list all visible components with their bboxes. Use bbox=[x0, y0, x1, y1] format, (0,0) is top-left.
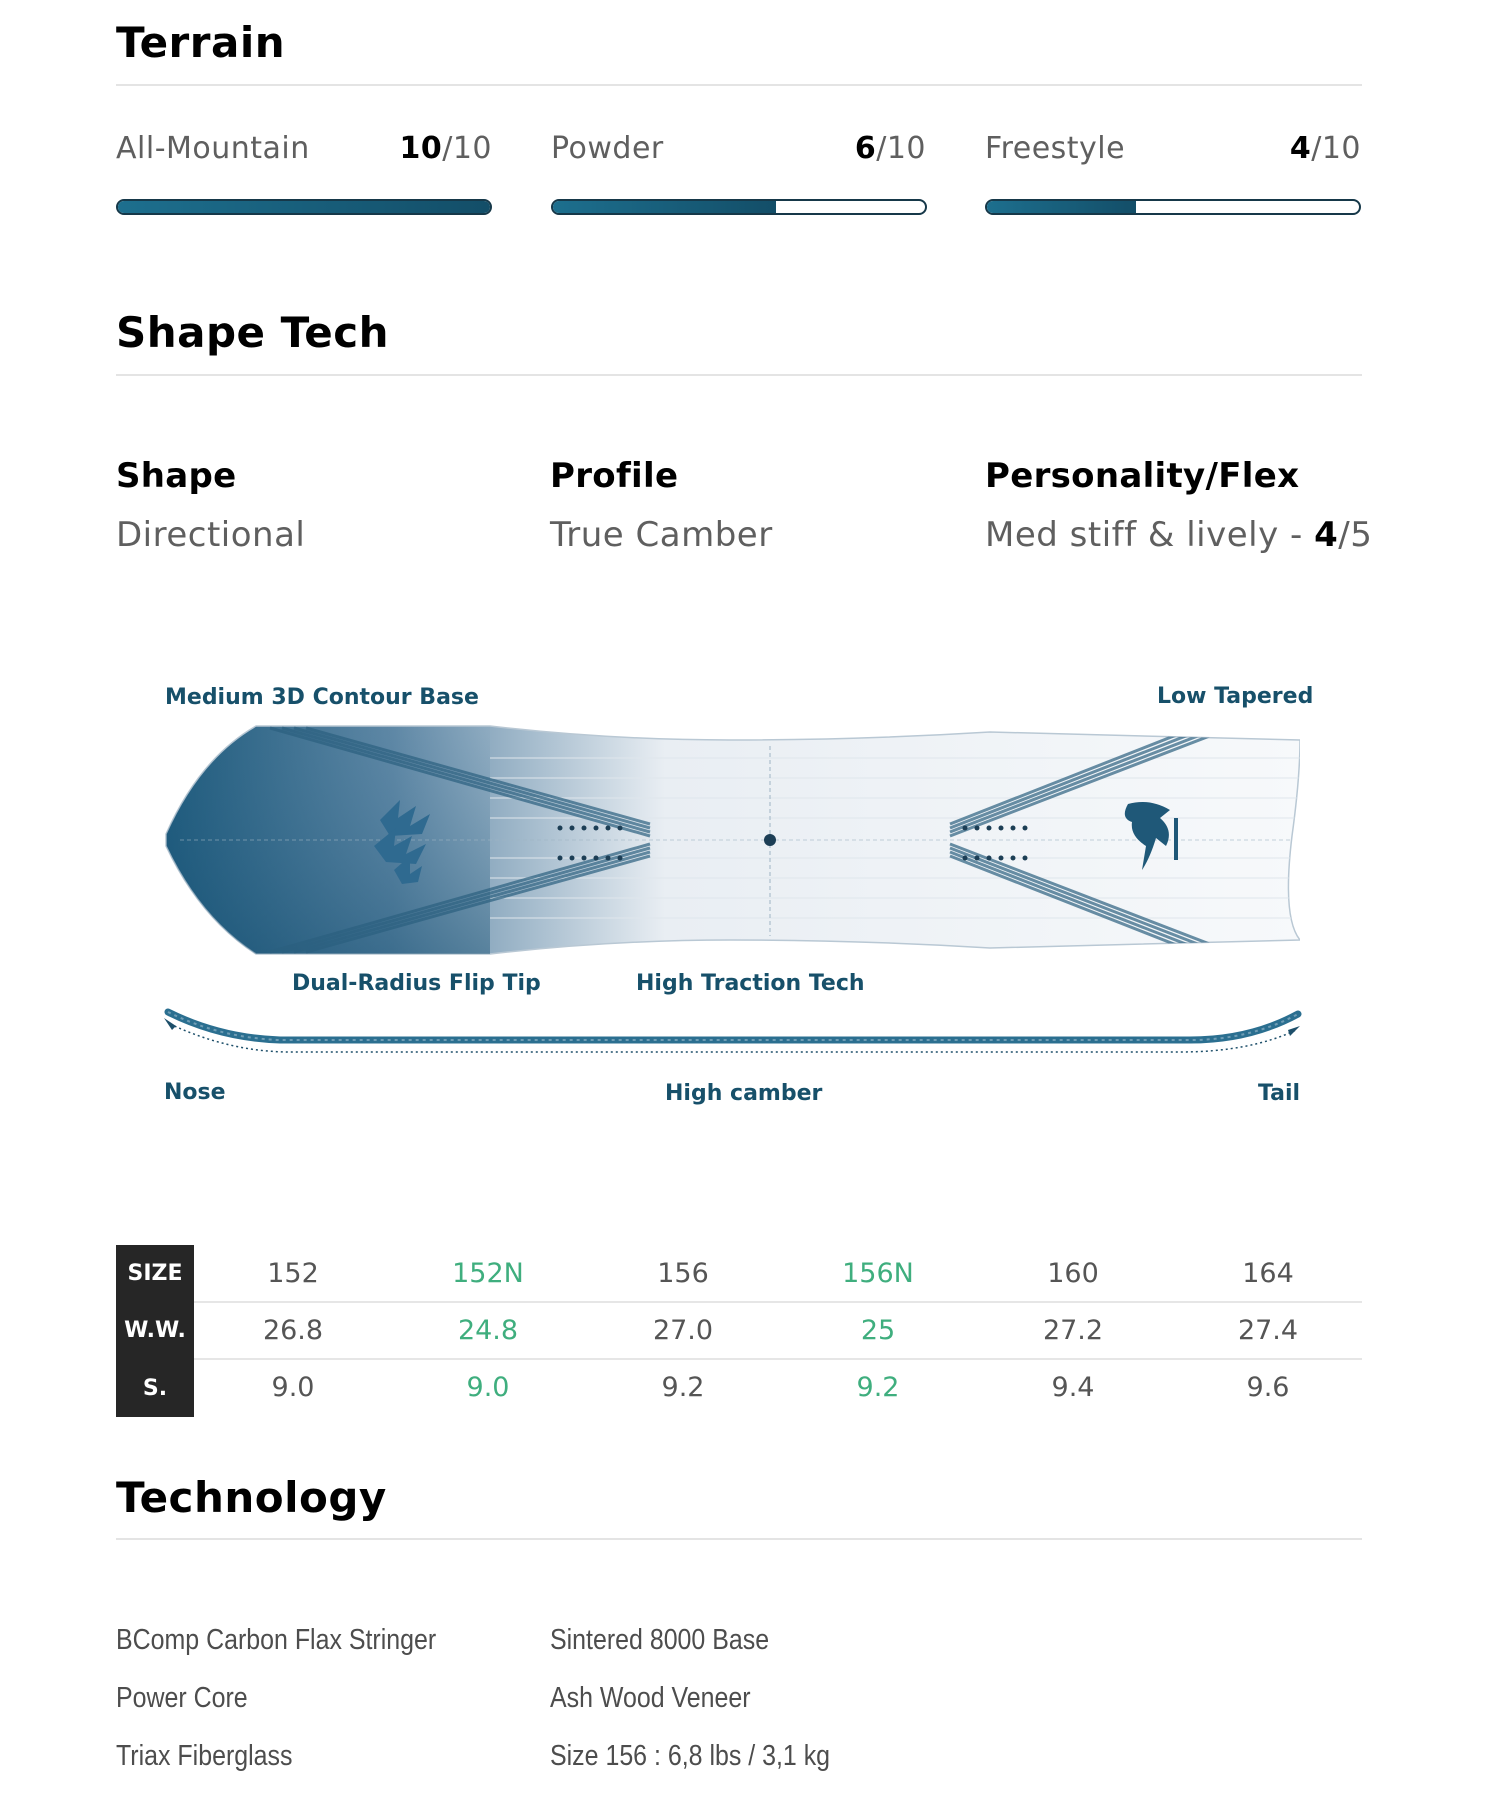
sidecut-cell: 9.0 bbox=[271, 1372, 315, 1403]
size-cell: 152 bbox=[267, 1258, 319, 1289]
terrain-score: 10/10 bbox=[399, 131, 492, 166]
sidecut-cell: 9.2 bbox=[856, 1372, 900, 1403]
snowboard-top-view bbox=[160, 718, 1300, 962]
technology-divider bbox=[116, 1538, 1362, 1540]
terrain-label: Freestyle bbox=[985, 131, 1126, 166]
terrain-rating-bar bbox=[116, 199, 492, 215]
shape-tech-heading: Shape Tech bbox=[116, 308, 390, 357]
nose-label: Nose bbox=[164, 1080, 226, 1105]
waist-width-cell: 25 bbox=[860, 1315, 896, 1346]
size-cell: 164 bbox=[1242, 1258, 1294, 1289]
size-cell: 156N bbox=[842, 1258, 914, 1289]
shape-value: Directional bbox=[116, 515, 306, 555]
row-divider bbox=[194, 1358, 1362, 1360]
tech-item: Size 156 : 6,8 lbs / 3,1 kg bbox=[550, 1740, 831, 1772]
nose-arrow-icon bbox=[164, 1018, 176, 1030]
medium-3d-contour-base-label: Medium 3D Contour Base bbox=[165, 685, 479, 710]
waist-width-cell: 24.8 bbox=[457, 1315, 519, 1346]
waist-width-header: W.W. bbox=[116, 1302, 194, 1359]
tech-item: Ash Wood Veneer bbox=[550, 1682, 751, 1714]
waist-width-cell: 27.2 bbox=[1042, 1315, 1104, 1346]
terrain-score: 6/10 bbox=[854, 131, 926, 166]
terrain-rating-bar bbox=[551, 199, 927, 215]
terrain-label: All-Mountain bbox=[116, 131, 310, 166]
waist-width-cell: 26.8 bbox=[262, 1315, 324, 1346]
sidecut-cell: 9.0 bbox=[466, 1372, 510, 1403]
sidecut-cell: 9.4 bbox=[1051, 1372, 1095, 1403]
technology-heading: Technology bbox=[116, 1473, 387, 1522]
tech-item: Sintered 8000 Base bbox=[550, 1624, 770, 1656]
personality-flex-value: Med stiff & lively - 4/5 bbox=[985, 515, 1373, 555]
terrain-divider bbox=[116, 84, 1362, 86]
shape-tech-divider bbox=[116, 374, 1362, 376]
terrain-label: Powder bbox=[551, 131, 664, 166]
size-cell: 160 bbox=[1047, 1258, 1099, 1289]
tech-item: Power Core bbox=[116, 1682, 248, 1714]
waist-width-cell: 27.0 bbox=[652, 1315, 714, 1346]
size-cell: 156 bbox=[657, 1258, 709, 1289]
tail-arrow-icon bbox=[1288, 1026, 1300, 1036]
dual-radius-flip-tip-label: Dual-Radius Flip Tip bbox=[292, 971, 541, 996]
sidecut-header: S. bbox=[116, 1359, 194, 1417]
camber-profile-graphic bbox=[160, 1000, 1310, 1062]
terrain-score: 4/10 bbox=[1289, 131, 1361, 166]
high-traction-tech-label: High Traction Tech bbox=[636, 971, 865, 996]
terrain-heading: Terrain bbox=[116, 18, 286, 67]
personality-flex-title: Personality/Flex bbox=[985, 456, 1300, 496]
tail-label: Tail bbox=[1258, 1081, 1301, 1106]
size-header: SIZE bbox=[116, 1245, 194, 1302]
tech-item: BComp Carbon Flax Stringer bbox=[116, 1624, 437, 1656]
profile-title: Profile bbox=[550, 456, 679, 496]
sidecut-cell: 9.2 bbox=[661, 1372, 705, 1403]
row-divider bbox=[194, 1301, 1362, 1303]
high-camber-label: High camber bbox=[665, 1081, 823, 1106]
sidecut-cell: 9.6 bbox=[1246, 1372, 1290, 1403]
low-tapered-label: Low Tapered bbox=[1157, 684, 1314, 709]
tech-item: Triax Fiberglass bbox=[116, 1740, 293, 1772]
profile-value: True Camber bbox=[550, 515, 773, 555]
waist-width-cell: 27.4 bbox=[1237, 1315, 1299, 1346]
size-cell: 152N bbox=[452, 1258, 524, 1289]
shape-title: Shape bbox=[116, 456, 237, 496]
terrain-rating-bar bbox=[985, 199, 1361, 215]
